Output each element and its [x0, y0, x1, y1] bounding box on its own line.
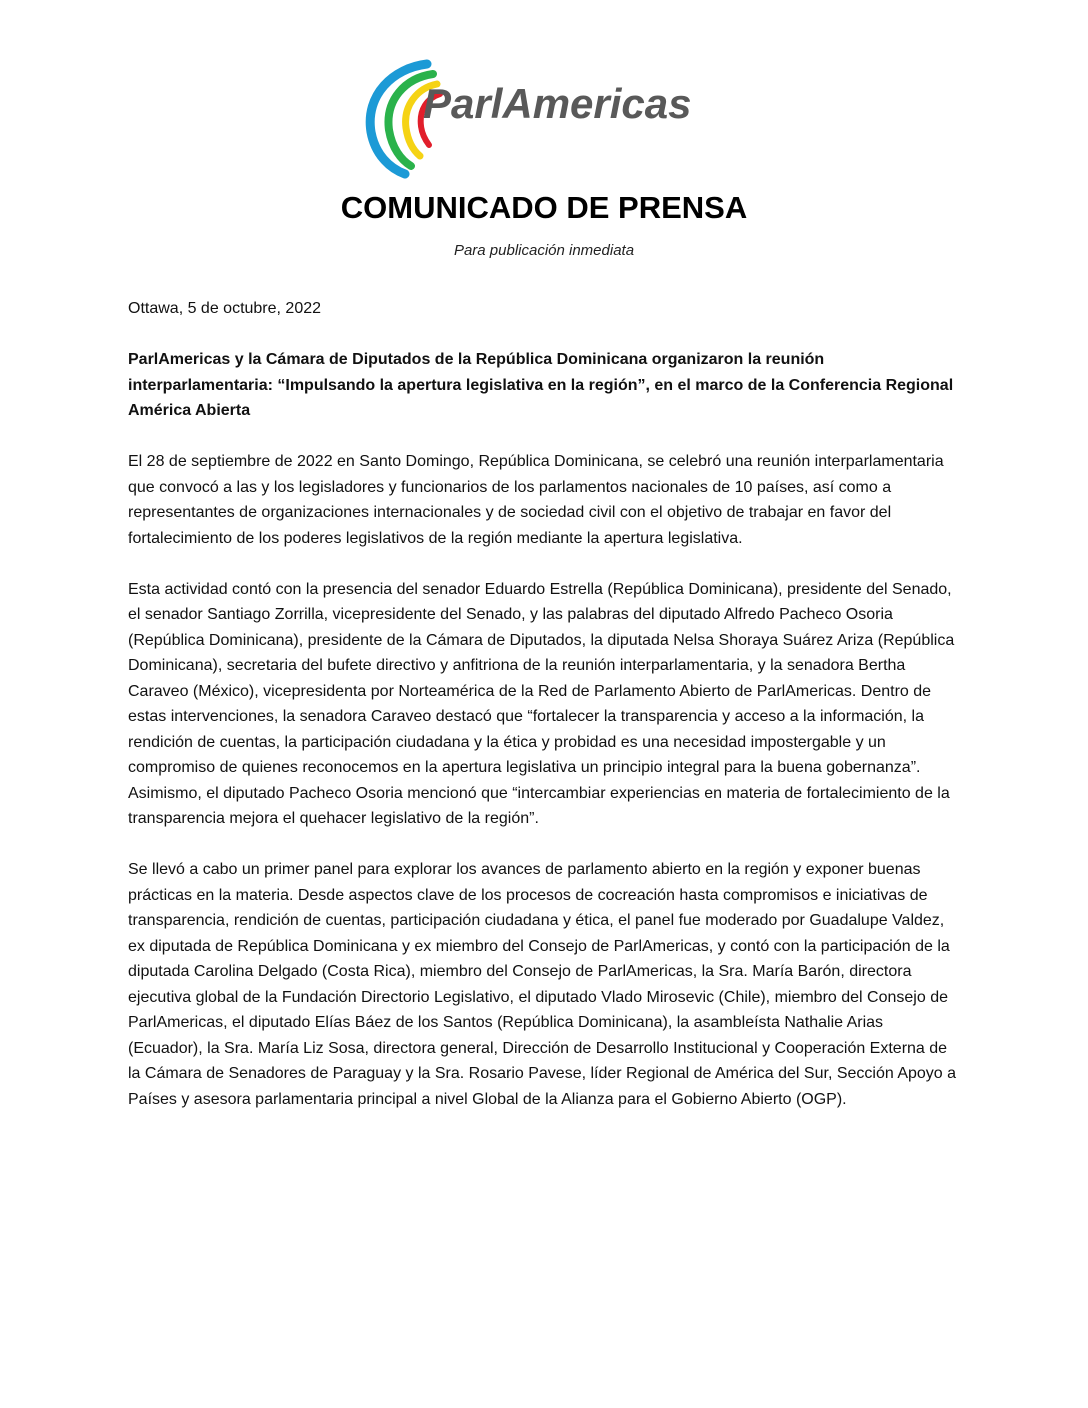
document-body — [128, 296, 960, 1138]
logo-text: ParlAmericas — [423, 80, 692, 127]
parlamericas-logo — [355, 50, 735, 180]
page-title: COMUNICADO DE PRENSA — [340, 190, 748, 225]
paragraph: Esta actividad contó con la presencia del senador Eduardo Estrella (República Dominicana), presidente del Senado, el senador Santiago Zorrilla, vicepresidente del Senado, y las palabras del diputado Alfredo Pacheco Osoria (República Dominicana), presidente de la Cámara de Diputados, la diputada Nelsa Shoraya Suárez Ariza (República Dominicana), secretaria del bufete directivo y anfitriona de la reunión interparlamentaria, y la senadora Bertha Caraveo (México), vicepresidenta por Norteamérica de la Red de Parlamento Abierto de ParlAmericas. Dentro de estas intervenciones, la senadora Caraveo destacó que “fortalecer la transparencia y acceso a la información, la rendición de cuentas, la participación ciudadana y la ética y probidad es una necesidad impostergable y un compromiso de quienes reconocemos en la apertura legislativa un principio integral para la buena gobernanza”. Asimismo, el diputado Pacheco Osoria mencionó que “intercambiar experiencias en materia de fortalecimiento de la transparencia mejora el quehacer legislativo de la región”. — [128, 580, 955, 827]
paragraph: El 28 de septiembre de 2022 en Santo Domingo, República Dominicana, se celebró una reunión interparlamentaria que convocó a las y los legisladores y funcionarios de los parlamentos nacionales de 10 países, así como a representantes de organizaciones internacionales y de sociedad civil con el objetivo de trabajar en favor del fortalecimiento de los poderes legislativos de la región mediante la apertura legislativa. — [128, 453, 944, 547]
paragraph: Se llevó a cabo un primer panel para explorar los avances de parlamento abierto en la región y exponer buenas prácticas en la materia. Desde aspectos clave de los procesos de cocreación hasta compromisos e iniciativas de transparencia, rendición de cuentas, participación ciudadana y ética, el panel fue moderado por Guadalupe Valdez, ex diputada de República Dominicana y ex miembro del Consejo de ParlAmericas, y contó con la participación de la diputada Carolina Delgado (Costa Rica), miembro del Consejo de ParlAmericas, la Sra. María Barón, directora ejecutiva global de la Fundación Directorio Legislativo, el diputado Vlado Mirosevic (Chile), miembro del Consejo de ParlAmericas, el diputado Elías Báez de los Santos (República Dominicana), la asambleísta Nathalie Arias (Ecuador), la Sra. María Liz Sosa, directora general, Dirección de Desarrollo Institucional y Cooperación Externa de la Cámara de Senadores de Paraguay y la Sra. Rosario Pavese, líder Regional de América del Sur, Sección Apoyo a Países y asesora parlamentaria principal a nivel Global de la Alianza para el Gobierno Abierto (OGP). — [128, 861, 957, 1108]
dateline: Ottawa, 5 de octubre, 2022 — [128, 300, 322, 317]
headline: ParlAmericas y la Cámara de Diputados de la República Dominicana organizaron la reunión interparlamentaria: “Impulsando la apertura legislativa en la región”, en el marco de la Conferencia Regional América Abierta — [128, 351, 954, 419]
page-subtitle: Para publicación inmediata — [453, 242, 635, 259]
